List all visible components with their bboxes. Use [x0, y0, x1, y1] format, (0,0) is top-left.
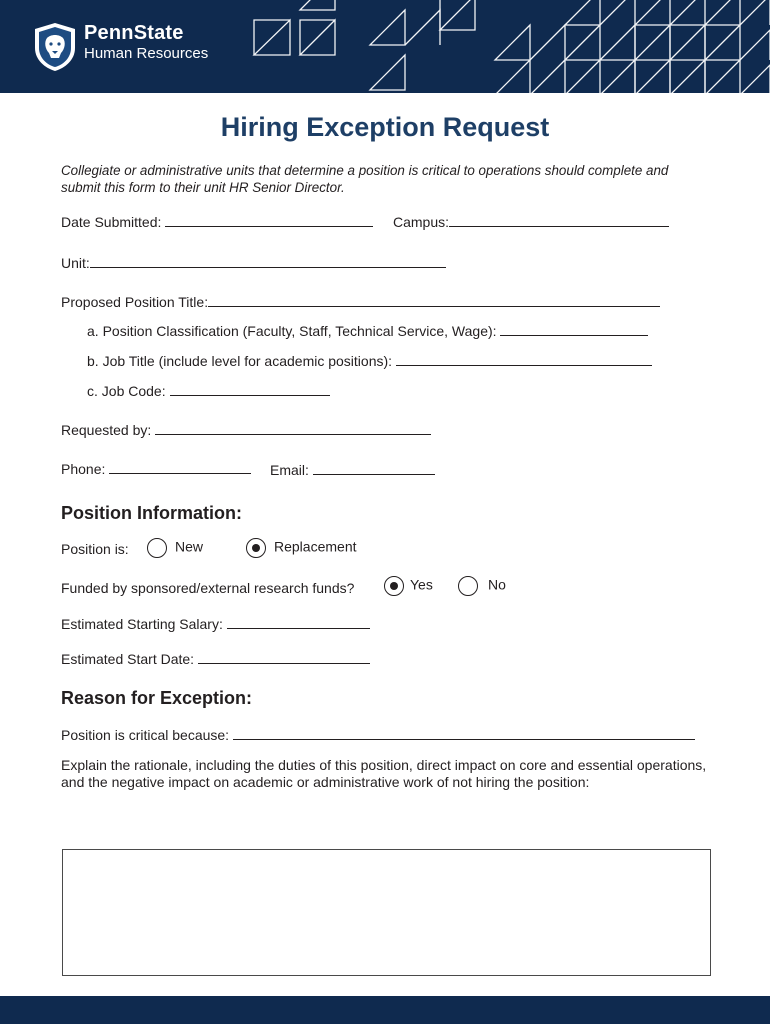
funded-no-radio[interactable]: [458, 576, 478, 596]
requested-by-label: Requested by:: [61, 422, 152, 438]
phone-input-line[interactable]: [109, 461, 251, 474]
phone-label: Phone:: [61, 461, 106, 477]
classification-field: [87, 323, 648, 339]
position-replacement-radio[interactable]: [246, 538, 266, 558]
geometric-pattern-decoration: [240, 0, 770, 93]
header-banner: [0, 0, 770, 93]
salary-label: Estimated Starting Salary:: [61, 616, 223, 632]
job-title-label: b. Job Title (include level for academic positions):: [87, 353, 393, 369]
campus-field: [393, 214, 669, 230]
salary-input-line[interactable]: [227, 616, 370, 629]
salary-field: [61, 616, 370, 632]
proposed-title-field: [61, 294, 660, 310]
funded-yes-radio[interactable]: [384, 576, 404, 596]
campus-input-line[interactable]: [449, 214, 669, 227]
job-title-input-line[interactable]: [396, 353, 652, 366]
job-code-label: c. Job Code:: [87, 383, 166, 399]
position-new-option[interactable]: [147, 538, 203, 558]
job-code-input-line[interactable]: [170, 383, 330, 396]
classification-input-line[interactable]: [500, 323, 648, 336]
position-replacement-option[interactable]: [246, 538, 357, 558]
position-new-radio[interactable]: [147, 538, 167, 558]
start-date-input-line[interactable]: [198, 651, 370, 664]
start-date-label: Estimated Start Date:: [61, 651, 195, 667]
classification-label: a. Position Classification (Faculty, Staff, Technical Service, Wage):: [87, 323, 497, 339]
proposed-title-label: Proposed Position Title:: [61, 294, 209, 310]
unit-field: [61, 255, 446, 271]
funded-no-label: No: [488, 576, 506, 593]
position-replacement-label: Replacement: [274, 538, 357, 555]
date-submitted-field: [61, 214, 373, 230]
critical-because-input-line[interactable]: [233, 727, 695, 740]
critical-because-field: [61, 727, 695, 743]
funded-no-option[interactable]: [458, 576, 506, 596]
rationale-text-box[interactable]: [62, 849, 711, 976]
reason-heading: Reason for Exception:: [61, 688, 253, 708]
position-new-label: New: [175, 538, 204, 555]
funded-yes-label: Yes: [410, 576, 433, 593]
proposed-title-input-line[interactable]: [208, 294, 660, 307]
page-title: Hiring Exception Request: [220, 112, 550, 142]
requested-by-input-line[interactable]: [155, 422, 431, 435]
brand-name: PennState: [84, 22, 184, 44]
explain-instructions: Explain the rationale, including the duties of this position, direct impact on core and essential operations, and the negative impact on academic or administrative work of not hiring the position:: [61, 757, 707, 790]
email-label: Email:: [270, 462, 309, 478]
position-info-heading: Position Information:: [61, 503, 242, 523]
funded-yes-option[interactable]: [384, 576, 433, 596]
email-field: [270, 462, 435, 478]
date-submitted-input-line[interactable]: [165, 214, 373, 227]
job-code-field: [87, 383, 330, 399]
position-is-label: Position is:: [61, 541, 129, 557]
critical-because-label: Position is critical because:: [61, 727, 230, 743]
unit-label: Unit:: [61, 255, 90, 271]
phone-field: [61, 461, 251, 477]
funded-label: Funded by sponsored/external research funds?: [61, 580, 355, 596]
intro-text: Collegiate or administrative units that determine a position is critical to operations should complete and submit this form to their unit HR Senior Director.: [61, 163, 669, 195]
email-input-line[interactable]: [313, 462, 435, 475]
requested-by-field: [61, 422, 431, 438]
job-title-field: [87, 353, 652, 369]
nittany-lion-shield-icon: [33, 22, 77, 72]
unit-input-line[interactable]: [90, 255, 446, 268]
brand-subtitle: Human Resources: [84, 45, 209, 62]
date-submitted-label: Date Submitted:: [61, 214, 162, 230]
start-date-field: [61, 651, 370, 667]
campus-label: Campus:: [393, 214, 450, 230]
footer-bar: [0, 996, 770, 1024]
